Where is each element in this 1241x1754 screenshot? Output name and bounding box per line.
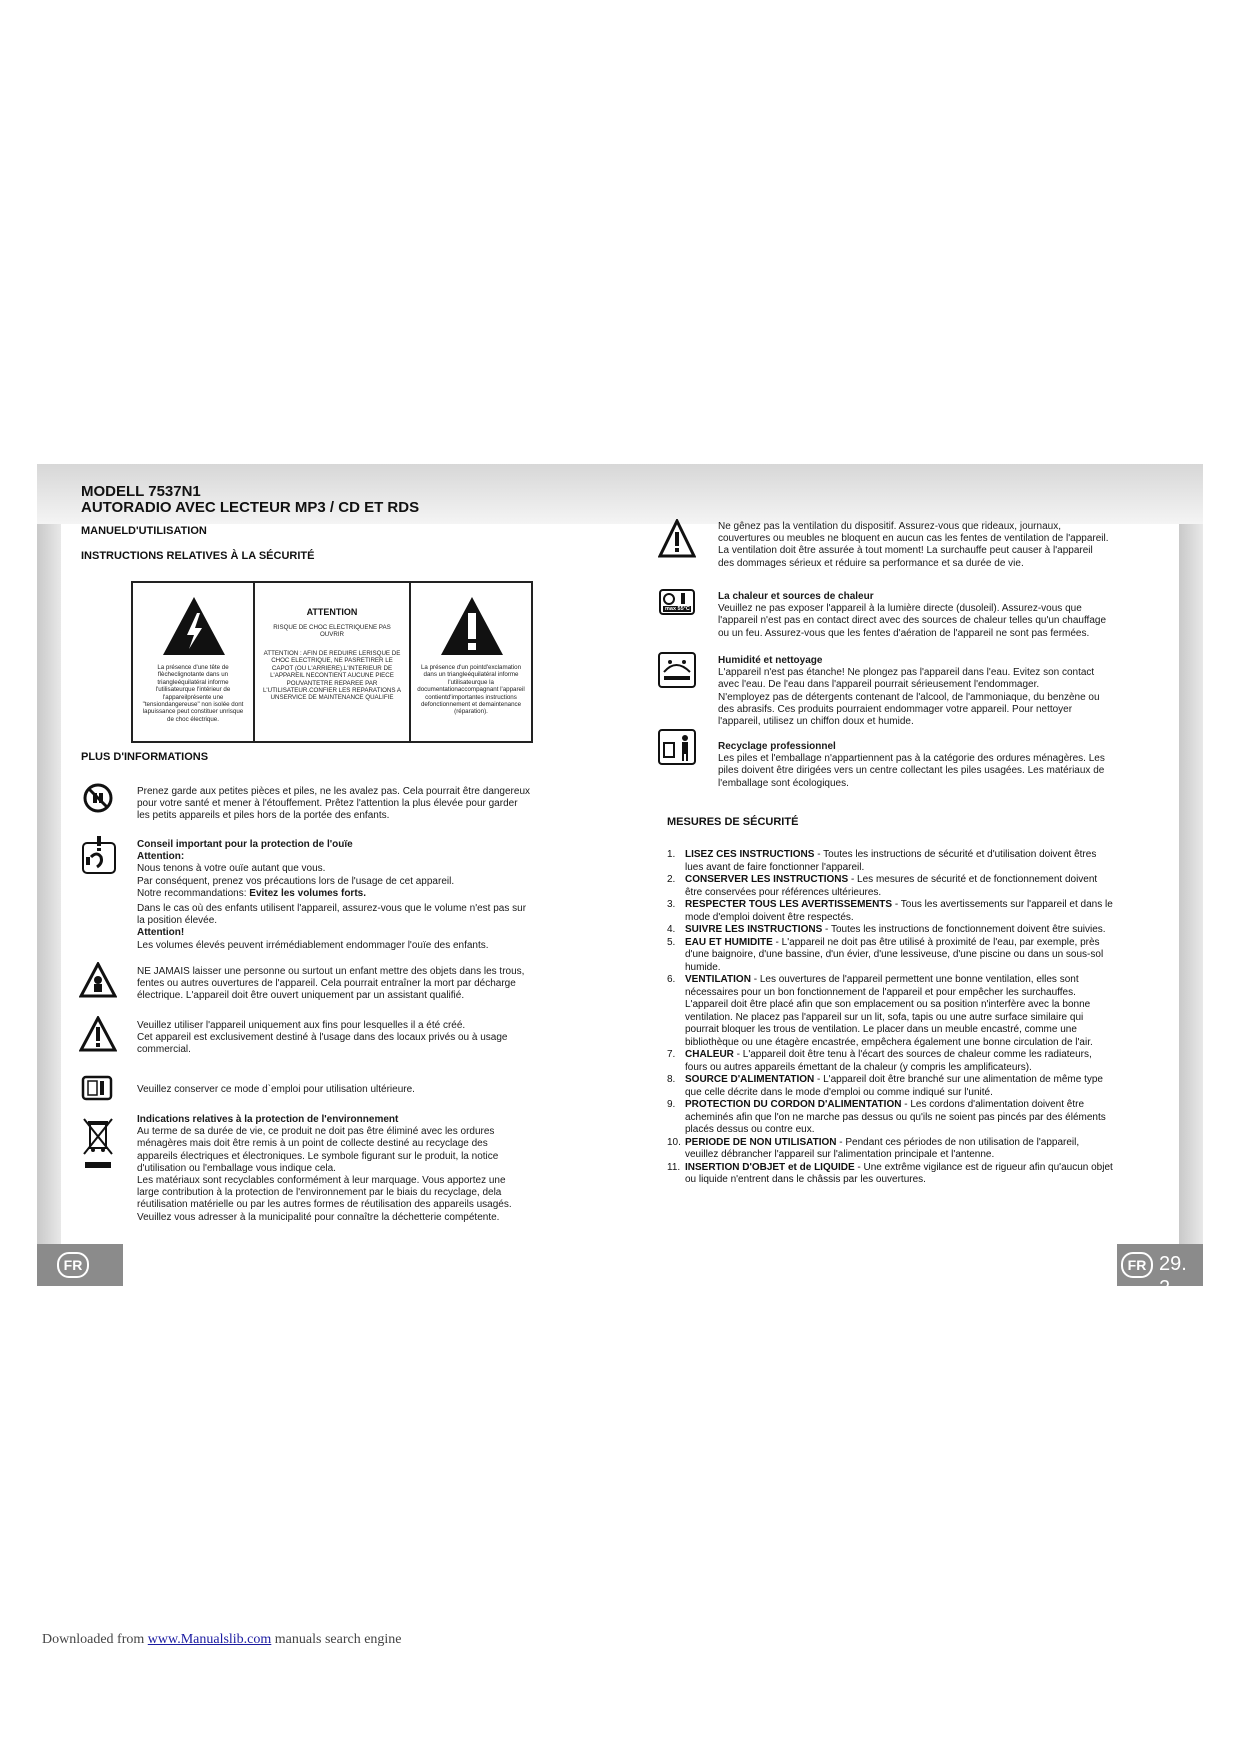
humidity-title: Humidité et nettoyage <box>718 655 823 666</box>
safety-item-number: 2. <box>667 874 676 885</box>
safety-item-line <box>685 1074 1187 1087</box>
warning-left-line: présente une "tension <box>142 693 224 709</box>
safety-item-line <box>685 849 1187 862</box>
warning-col-lightning <box>133 583 255 741</box>
safety-item <box>667 1074 1187 1099</box>
humidity-cleaning-icon <box>658 652 696 688</box>
safety-item-text: - Les cordons d'alimentation doivent être <box>901 1099 1085 1110</box>
heat-line: Veuillez ne pas exposer l'appareil à la lumière directe (dusoleil). Assurez-vous que <box>718 603 1082 615</box>
footer-right-tab <box>1117 1244 1203 1299</box>
hearing-damage: Les volumes élevés peuvent irrémédiablement endommager l'ouïe des enfants. <box>137 939 489 951</box>
ventilation-line: Ne gênez pas la ventilation du dispositif. Assurez-vous que rideaux, journaux, <box>718 521 1061 532</box>
safety-item-title: PERIODE DE NON UTILISATION <box>685 1136 837 1148</box>
footer-left-tab <box>37 1244 123 1286</box>
safety-item-title: SUIVRE LES INSTRUCTIONS <box>685 924 823 935</box>
environment-line: large contribution à la protection de l'environnement par le biais du recyclage, dela <box>137 1187 502 1199</box>
safety-item <box>667 974 1187 1049</box>
hearing-children-line: la position élevée. <box>137 915 218 927</box>
warning-right-line: que la documentation <box>417 678 494 694</box>
attention-body-line: SERVICE DE MAINTENANCE QUALIFIE <box>279 694 394 702</box>
hearing-title: Conseil important pour la protection de l'ouïe <box>137 839 353 850</box>
ventilation-caution-icon <box>658 519 696 559</box>
warning-col-exclamation <box>411 583 531 741</box>
safety-item-text: - L'appareil doit être tenu à l'écart des sources de chaleur comme les radiateurs, <box>733 1049 1092 1060</box>
safety-item-number: 9. <box>667 1099 676 1110</box>
safety-item <box>667 874 1187 899</box>
warning-right-text <box>417 664 525 716</box>
attention-body-line: ATTENTION : AFIN DE REDUIRE LE <box>263 650 367 657</box>
recycling-icon <box>658 729 696 765</box>
warning-left-line: dangereuse" non isolée dont la <box>142 701 244 716</box>
safety-item-title: EAU ET HUMIDITE <box>685 936 773 948</box>
safety-item-line <box>685 974 1187 987</box>
recycle-line: piles doivent être dirigées vers un centre collectant les piles usagées. Les matériaux de <box>718 765 1105 777</box>
safety-item-line <box>685 874 1187 887</box>
safety-item-line <box>685 1099 1187 1112</box>
safety-item-title: SOURCE D'ALIMENTATION <box>685 1074 815 1085</box>
safety-item-line: bibliothèque ou une étagère encastrée, empêchera également une bonne circulation de l'air. <box>685 1036 1093 1048</box>
product-subtitle: AUTORADIO AVEC LECTEUR MP3 / CD ET RDS <box>81 499 420 516</box>
safety-item-line: ou liquide n'entrent dans le châssis par les ouvertures. <box>685 1174 926 1185</box>
recycle-line: l'emballage sont écologiques. <box>718 777 849 789</box>
hearing-reco-bold: Evitez les volumes forts. <box>249 887 366 899</box>
more-info-heading: PLUS D'INFORMATIONS <box>81 751 209 763</box>
safety-item-number: 4. <box>667 924 676 935</box>
heat-line: l'appareil n'est pas en contact direct avec des sources de chaleur telles qu'un chauffage <box>718 615 1107 627</box>
humidity-line: l'appareil, utilisez un chiffon doux et humide. <box>718 716 914 728</box>
environment-line: Veuillez vous adresser à la municipalité pour connaître la déchetterie compétente. <box>137 1211 500 1223</box>
safety-item-title: PROTECTION DU CORDON D'ALIMENTATION <box>685 1099 902 1110</box>
heat-line: ou un feu. Assurez-vous que les fentes d'aération de l'appareil ne sont pas fermées. <box>718 627 1090 639</box>
environment-line: réutilisation matérielle ou par les autres formes de réutilisation des appareils usagés. <box>137 1199 512 1211</box>
safety-item-text: - Les ouvertures de l'appareil permettent une bonne ventilation, elles sont <box>750 974 1079 985</box>
lightning-warning-icon <box>161 595 227 657</box>
safety-item-line <box>685 1137 1187 1150</box>
weee-bin-icon <box>81 1116 115 1172</box>
safety-item-line <box>685 899 1187 912</box>
safety-item-title: CONSERVER LES INSTRUCTIONS <box>685 874 849 885</box>
heat-title: La chaleur et sources de chaleur <box>718 591 874 602</box>
warning-right-line: d'exclamation dans un triangle <box>423 664 522 679</box>
safety-item-text: - Les mesures de sécurité et de fonctionnement doivent <box>848 874 1098 885</box>
ventilation-line: des dommages sérieux et réduire sa performance et sa durée de vie. <box>718 557 1024 569</box>
children-objects-line: électrique. L'appareil doit être ouvert uniquement par un assistant qualifié. <box>137 990 465 1002</box>
children-objects-text <box>137 966 524 1003</box>
safety-item-line: placés dessus ou contre eux. <box>685 1124 815 1135</box>
safety-item-title: INSERTION D'OBJET et de LIQUIDE <box>685 1161 855 1173</box>
safety-item <box>667 1099 1187 1137</box>
heat-block <box>718 591 1106 640</box>
environment-line: Au terme de sa durée de vie, ce produit ne doit pas être éliminé avec les ordures <box>137 1126 495 1138</box>
hearing-attention-2: Attention! <box>137 927 185 939</box>
safety-item-line: ventilation. Ne placez pas l'appareil sur un lit, sofa, tapis ou une autre surface similaire qui <box>685 1011 1084 1023</box>
safety-item-number: 6. <box>667 974 676 985</box>
use-purpose-line: Veuillez utiliser l'appareil uniquement aux fins pour lesquelles il a été créé. <box>137 1020 466 1031</box>
recycle-line: Les piles et l'emballage n'appartiennent pas à la catégorie des ordures ménagères. Les <box>718 753 1105 765</box>
safety-item-line: veuillez débrancher l'appareil sur l'alimentation principale et l'antenne. <box>685 1149 995 1160</box>
hearing-attention: Attention: <box>137 851 185 863</box>
safety-item-line: fours ou autres appareils émettant de la chaleur (y compris les amplificateurs). <box>685 1061 1032 1073</box>
warning-right-line: accompagnant l'appareil contient <box>425 686 525 701</box>
safety-item <box>667 1049 1187 1074</box>
safety-item-title: LISEZ CES INSTRUCTIONS <box>685 849 815 860</box>
safety-item-line: être conservées pour références ultérieures. <box>685 886 882 898</box>
attention-body-line: RISQUE DE CHOC ELECTRIQUE, NE PAS <box>271 650 401 665</box>
safety-item-line: mode d'emploi doivent être respectés. <box>685 911 854 923</box>
exclamation-warning-icon <box>439 595 505 657</box>
small-parts-text <box>137 786 530 823</box>
left-sidebar <box>37 524 61 1244</box>
safety-item-line: L'appareil doit être placé afin que son emplacement ou sa position n'interfère avec la bonne <box>685 999 1091 1010</box>
safety-item-text: - L'appareil doit être branché sur une alimentation de même type <box>814 1074 1103 1085</box>
ventilation-line: couvertures ou meubles ne bloquent en aucun cas les fentes de ventilation de l'appareil. <box>718 533 1109 545</box>
safety-item-title: VENTILATION <box>685 974 751 985</box>
page-number: 29. 2 <box>1159 1253 1187 1299</box>
measures-heading: MESURES DE SÉCURITÉ <box>667 816 799 828</box>
attention-risk-line: RISQUE DE CHOC ELECTRIQUE <box>273 624 369 631</box>
manual-book-icon <box>81 1075 113 1101</box>
warning-left-line: puissance peut constituer un <box>147 708 227 716</box>
safety-item-line: lues avant de faire fonctionner l'appareil. <box>685 861 865 873</box>
warning-left-text <box>139 664 247 723</box>
download-prefix: Downloaded from <box>42 1632 148 1647</box>
safety-item-line: d'une baignoire, d'une bassine, d'un évier, d'une lessiveuse, d'une piscine ou dans un sous-sol <box>685 949 1104 960</box>
use-purpose-line: commercial. <box>137 1044 191 1056</box>
warning-left-line: équilatéral informe l'utilisateur <box>155 678 229 694</box>
hearing-block <box>137 839 526 952</box>
safety-item <box>667 899 1187 924</box>
safety-item-line: nécessaires pour un bon fonctionnement de l'appareil et pour empêcher les surchauffes. <box>685 986 1076 998</box>
manual-spread <box>37 464 1203 1299</box>
warning-left-line: risque de choc électrique. <box>167 708 244 723</box>
download-note <box>42 1632 402 1648</box>
keep-manual-text: Veuillez conserver ce mode d`emploi pour utilisation ultérieure. <box>137 1084 415 1095</box>
safety-item-line <box>685 937 1187 950</box>
warning-left-line: clignotante dans un triangle <box>157 671 229 686</box>
attention-body-line: RETIRER LE CAPOT (OU L'ARRIERE). <box>271 657 393 672</box>
hearing-reco-prefix: Notre recommandations: <box>137 887 250 899</box>
environment-line: ménagères mais doit être remis à un point de collecte destiné au recyclage des <box>137 1138 488 1150</box>
safety-item-number: 8. <box>667 1074 676 1085</box>
humidity-line: des abrasifs. Ces produits pourraient endommager votre appareil. Pour nettoyer <box>718 703 1073 715</box>
use-purpose-line: Cet appareil est exclusivement destiné à l'usage dans des locaux privés ou à usage <box>137 1032 508 1044</box>
heat-icon-label: max 55°C <box>665 606 690 612</box>
safety-item <box>667 849 1187 874</box>
safety-item <box>667 1162 1187 1187</box>
warning-right-line: équilatéral informe l'utilisateur <box>448 671 519 686</box>
humidity-block <box>718 655 1100 728</box>
environment-title: Indications relatives à la protection de l'environnement <box>137 1114 399 1125</box>
safety-item-number: 7. <box>667 1049 676 1060</box>
warning-box <box>131 581 533 743</box>
use-purpose-text <box>137 1020 507 1057</box>
safety-item-text: - Pendant ces périodes de non utilisation de l'appareil, <box>836 1136 1080 1148</box>
download-suffix: manuals search engine <box>271 1632 402 1647</box>
small-parts-line: Prenez garde aux petites pièces et piles, ne les avalez pas. Cela pourrait être dangereux <box>137 786 531 797</box>
small-parts-line: pour votre santé et mener à l'étouffement. Prêtez l'attention la plus élevée pour garder <box>137 798 518 810</box>
hearing-protection-icon <box>81 835 117 875</box>
warning-right-line: d'importantes instructions de <box>420 693 517 709</box>
hearing-children-line: Dans le cas où des enfants utilisent l'appareil, assurez-vous que le volume n'est pas sur <box>137 903 527 915</box>
manualslib-link[interactable]: www.Manualslib.com <box>147 1632 272 1647</box>
humidity-line: avec l'eau. De l'eau dans l'appareil pourrait sérieusement l'endommager. <box>718 679 1040 691</box>
safety-item-number: 10. <box>667 1136 681 1148</box>
attention-body-line: ETRE REPAREE PAR L'UTILISATEUR. <box>262 679 378 695</box>
safety-item-number: 5. <box>667 936 676 948</box>
ventilation-text <box>718 521 1109 570</box>
recycle-block <box>718 741 1105 790</box>
safety-item-title: RESPECTER TOUS LES AVERTISSEMENTS <box>685 899 893 910</box>
safety-item-line: acheminés afin que l'on ne marche pas dessus ou qu'ils ne soient pas pincés par des éléments <box>685 1111 1106 1123</box>
safety-item <box>667 924 1187 937</box>
hearing-line: Par conséquent, prenez vos précautions lors de l'usage de cet appareil. <box>137 875 455 887</box>
humidity-line: L'appareil n'est pas étanche! Ne plongez pas l'appareil dans l'eau. Evitez son contact <box>718 667 1095 679</box>
attention-risk-text <box>261 624 403 639</box>
attention-body-line: CONFIER LES REPARATIONS A UN <box>270 687 402 702</box>
warning-right-line: La présence d'un point <box>420 664 484 671</box>
no-swallow-icon <box>83 782 113 814</box>
safety-item-number: 1. <box>667 849 676 860</box>
ventilation-line: La ventilation doit être assurée à tout moment! La surchauffe peut causer à l'appareil <box>718 545 1093 557</box>
warning-col-attention <box>255 583 411 741</box>
small-parts-line: les petits appareils et piles hors de la portée des enfants. <box>137 810 390 822</box>
safety-heading: INSTRUCTIONS RELATIVES À LA SÉCURITÉ <box>81 550 315 562</box>
model-title: MODELL 7537N1 <box>81 483 201 500</box>
safety-item-line <box>685 1049 1187 1062</box>
safety-item-line <box>685 924 1187 937</box>
caution-icon <box>79 1016 117 1052</box>
environment-line: d'utilisation ou l'emballage vous indique cela. <box>137 1162 336 1174</box>
humidity-line: N'employez pas de détergents contenant de l'alcool, de l'ammoniaque, du benzène ou <box>718 691 1100 703</box>
attention-body-text <box>261 650 403 702</box>
safety-item-text: - Tous les avertissements sur l'appareil et dans le <box>892 899 1113 910</box>
children-objects-line: NE JAMAIS laisser une personne ou surtout un enfant mettre des objets dans les trous, <box>137 966 525 977</box>
attention-body-line: CONTIENT AUCUNE PIECE POUVANT <box>286 672 394 687</box>
safety-item-number: 3. <box>667 899 676 910</box>
attention-title: ATTENTION <box>306 607 358 617</box>
safety-item-line: que celle décrite dans le mode d'emploi ou comme indiqué sur l'unité. <box>685 1086 993 1098</box>
safety-item-text: - L'appareil ne doit pas être utilisé à proximité de l'eau, par exemple, près <box>772 936 1100 948</box>
warning-right-line: fonctionnement et de <box>427 701 486 709</box>
hearing-line: Nous tenons à votre ouïe autant que vous. <box>137 863 326 875</box>
language-badge-right: FR <box>1121 1252 1153 1278</box>
safety-item-text: - Toutes les instructions de sécurité et d'utilisation doivent êtres <box>814 849 1097 860</box>
safety-item <box>667 937 1187 975</box>
safety-item-number: 11. <box>667 1161 681 1173</box>
warning-left-line: La présence d'une tête de flèche <box>157 664 229 679</box>
environment-line: appareils électriques et électroniques. Le symbole figurant sur le produit, la notice <box>137 1150 499 1162</box>
recycle-title: Recyclage professionnel <box>718 741 836 752</box>
safety-item-text: - Toutes les instructions de fonctionnement doivent être suivies. <box>822 924 1106 935</box>
safety-item-text: - Une extrême vigilance est de rigueur afin qu'aucun objet <box>854 1161 1113 1173</box>
safety-item-title: CHALEUR <box>685 1049 734 1060</box>
manual-heading: MANUELD'UTILISATION <box>81 525 207 537</box>
safety-item-line: humide. <box>685 961 721 973</box>
attention-body-line: L'INTERIEUR DE L'APPAREIL NE <box>270 664 393 680</box>
warning-right-line: maintenance (réparation). <box>454 701 522 716</box>
safety-item-line: pourrait bloquer les trous de ventilation. Le placer dans un meuble encastré, comme une <box>685 1024 1077 1035</box>
environment-block <box>137 1114 512 1224</box>
safety-measures-list <box>667 849 1187 1187</box>
child-warning-icon <box>79 962 117 998</box>
children-objects-line: fentes ou autres ouvertures de l'appareil. Cela pourrait entraîner la mort par décharge <box>137 978 516 990</box>
environment-line: Les matériaux sont recyclables conformément à leur marquage. Vous apportez une <box>137 1175 506 1187</box>
language-badge-left: FR <box>57 1252 89 1278</box>
safety-item-line <box>685 1162 1187 1175</box>
safety-item <box>667 1137 1187 1162</box>
attention-risk-line: NE PAS OUVRIR <box>319 624 391 639</box>
warning-left-line: que l'intérieur de l'appareil <box>162 686 231 701</box>
